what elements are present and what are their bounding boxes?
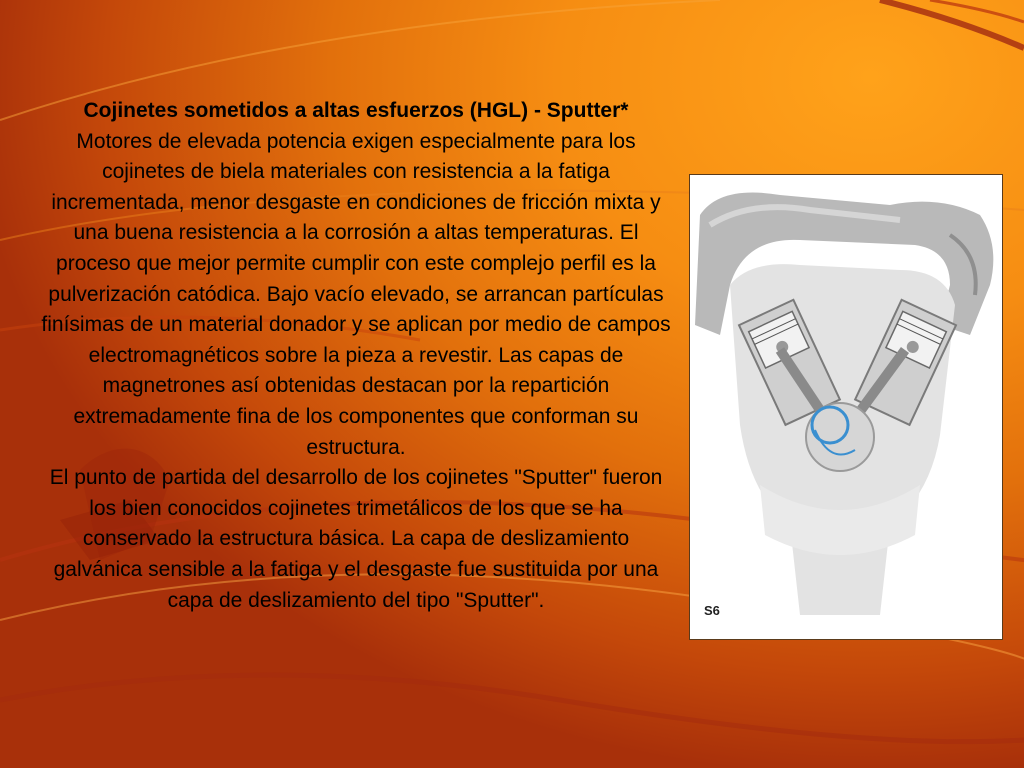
- figure-badge: S6: [704, 603, 720, 618]
- engine-drawing: [690, 175, 1002, 639]
- badge: [702, 599, 720, 619]
- engine-illustration: [689, 174, 1003, 640]
- slide-title: Cojinetes sometidos a altas esfuerzos (HGL) - Sputter*: [83, 99, 629, 122]
- paragraph-2: El punto de partida del desarrollo de los cojinetes "Sputter" fueron los bien conocidos cojinetes trimetálicos de los que se ha conservado la estructura básica. La capa de deslizamiento galvánica sensible a la fatiga y el desgaste fue sustituida por una capa de deslizamiento del tipo "Sputter".: [49, 466, 663, 612]
- text-block: [40, 96, 672, 616]
- paragraph-1: Motores de elevada potencia exigen especialmente para los cojinetes de biela materiales con resistencia a la fatiga incrementada, menor desgaste en condiciones de fricción mixta y una buena resistencia a la corrosión a altas temperaturas. El proceso que mejor permite cumplir con este complejo perfil es la pulverización catódica. Bajo vacío elevado, se arrancan partículas finísimas de un material donador y se aplican por medio de campos electromagnéticos sobre la pieza a revestir. Las capas de magnetrones así obtenidas destacan por la repartición extremadamente fina de los componentes que conforman su estructura.: [41, 129, 671, 459]
